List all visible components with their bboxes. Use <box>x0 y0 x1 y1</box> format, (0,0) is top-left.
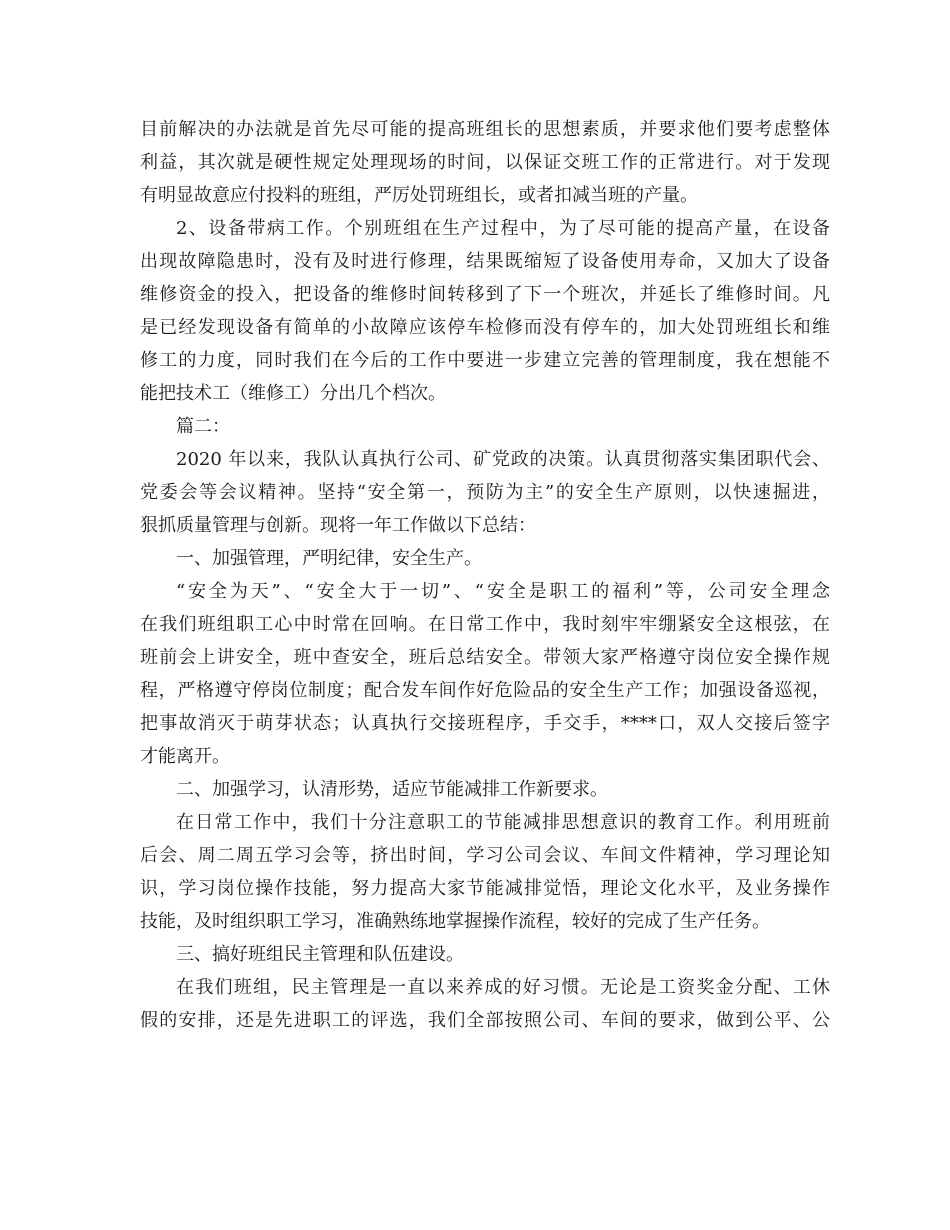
text-line: 能把技术工（维修工）分出几个档次。 <box>140 383 446 404</box>
text-line: 在我们班组职工心中时常在回响。在日常工作中，我时刻牢牢绷紧安全这根弦，在 <box>140 614 830 635</box>
document-body <box>140 113 830 1037</box>
text-line: 把事故消灭于萌芽状态；认真执行交接班程序，手交手，****口，双人交接后签字 <box>140 713 830 734</box>
text-line: 维修资金的投入，把设备的维修时间转移到了下一个班次，并延长了维修时间。凡 <box>140 284 830 305</box>
section-heading: 二、加强学习，认清形势，适应节能减排工作新要求。 <box>176 779 608 800</box>
text-line: 有明显故意应付投料的班组，严厉处罚班组长，或者扣减当班的产量。 <box>140 185 698 206</box>
text-line: 假的安排，还是先进职工的评选，我们全部按照公司、车间的要求，做到公平、公 <box>140 1010 830 1031</box>
text-line: 2、设备带病工作。个别班组在生产过程中，为了尽可能的提高产量，在设备 <box>176 218 830 239</box>
section-heading: 篇二： <box>176 416 230 437</box>
text-line: 技能，及时组织职工学习，准确熟练地掌握操作流程，较好的完成了生产任务。 <box>140 911 770 932</box>
text-line: 狠抓质量管理与创新。现将一年工作做以下总结： <box>140 515 536 536</box>
text-line: 才能离开。 <box>140 746 230 767</box>
section-heading: 一、加强管理，严明纪律，安全生产。 <box>176 548 482 569</box>
text-line: 在我们班组，民主管理是一直以来养成的好习惯。无论是工资奖金分配、工休 <box>176 977 830 998</box>
text-line: 目前解决的办法就是首先尽可能的提高班组长的思想素质，并要求他们要考虑整体 <box>140 119 830 140</box>
text-line: 班前会上讲安全，班中查安全，班后总结安全。带领大家严格遵守岗位安全操作规 <box>140 647 830 668</box>
text-line: 识，学习岗位操作技能，努力提高大家节能减排觉悟，理论文化水平，及业务操作 <box>140 878 830 899</box>
text-line: 修工的力度，同时我们在今后的工作中要进一步建立完善的管理制度，我在想能不 <box>140 350 830 371</box>
text-line: 2020 年以来，我队认真执行公司、矿党政的决策。认真贯彻落实集团职代会、 <box>176 449 830 470</box>
section-heading: 三、搞好班组民主管理和队伍建设。 <box>176 944 464 965</box>
text-line: 出现故障隐患时，没有及时进行修理，结果既缩短了设备使用寿命，又加大了设备 <box>140 251 830 272</box>
text-line: 程，严格遵守停岗位制度；配合发车间作好危险品的安全生产工作；加强设备巡视， <box>140 680 830 701</box>
text-line: 在日常工作中，我们十分注意职工的节能减排思想意识的教育工作。利用班前 <box>176 812 830 833</box>
text-line: 后会、周二周五学习会等，挤出时间，学习公司会议、车间文件精神，学习理论知 <box>140 845 830 866</box>
text-line: “安全为天”、“安全大于一切”、“安全是职工的福利”等，公司安全理念 <box>176 581 830 602</box>
text-line: 党委会等会议精神。坚持“安全第一，预防为主”的安全生产原则，以快速掘进， <box>140 482 830 503</box>
text-line: 是已经发现设备有简单的小故障应该停车检修而没有停车的，加大处罚班组长和维 <box>140 317 830 338</box>
text-line: 利益，其次就是硬性规定处理现场的时间，以保证交班工作的正常进行。对于发现 <box>140 152 830 173</box>
